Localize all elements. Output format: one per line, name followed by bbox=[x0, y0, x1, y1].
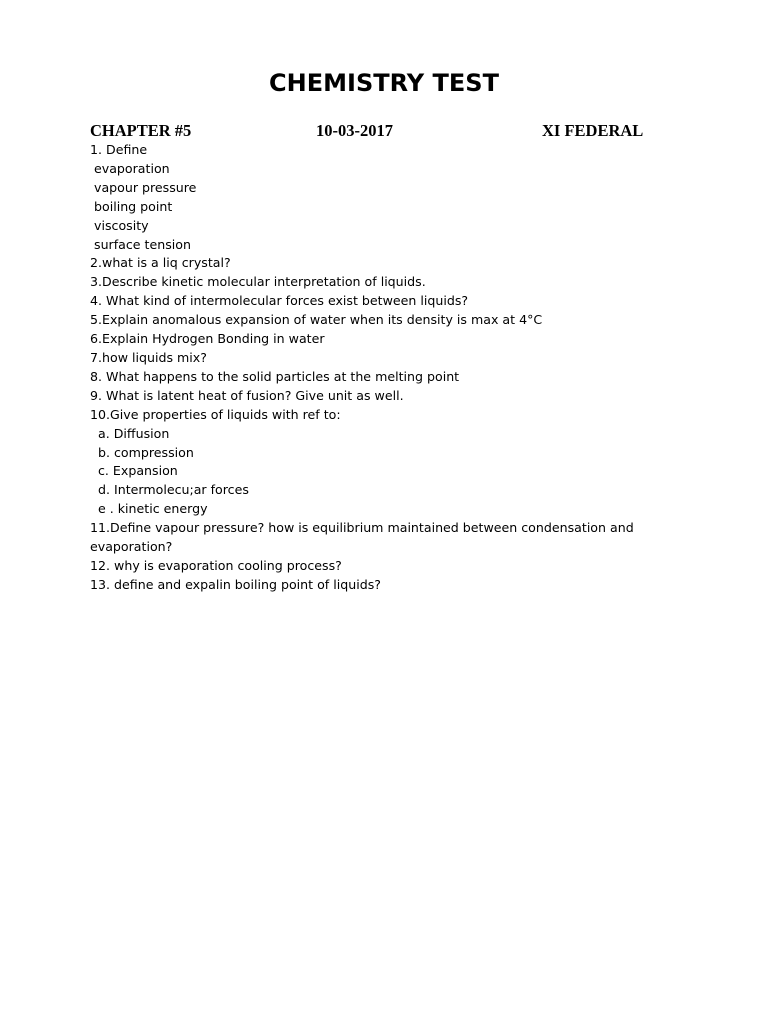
class-label: XI FEDERAL bbox=[542, 121, 644, 140]
question-list bbox=[90, 141, 650, 595]
sub-item-line: e . kinetic energy bbox=[90, 501, 208, 517]
sub-item-line: d. Intermolecu;ar forces bbox=[90, 482, 249, 498]
question-line: 10.Give properties of liquids with ref to: bbox=[90, 406, 341, 422]
sub-item-line: c. Expansion bbox=[90, 463, 178, 479]
question-line: 11.Define vapour pressure? how is equilibrium maintained between condensation and evaporation? bbox=[90, 520, 634, 555]
question-line: 12. why is evaporation cooling process? bbox=[90, 557, 342, 573]
term-line: viscosity bbox=[90, 217, 149, 233]
sub-item-line: a. Diffusion bbox=[90, 425, 170, 441]
question-line: 7.how liquids mix? bbox=[90, 349, 207, 365]
term-line: evaporation bbox=[90, 160, 170, 176]
question-line: 13. define and expalin boiling point of liquids? bbox=[90, 576, 381, 592]
question-line: 6.Explain Hydrogen Bonding in water bbox=[90, 331, 325, 347]
term-line: vapour pressure bbox=[90, 179, 197, 195]
term-line: boiling point bbox=[90, 198, 173, 214]
test-header bbox=[90, 120, 690, 142]
sub-item-line: b. compression bbox=[90, 444, 194, 460]
question-line: 5.Explain anomalous expansion of water when its density is max at 4°C bbox=[90, 312, 543, 328]
test-date: 10-03-2017 bbox=[316, 121, 393, 140]
term-line: surface tension bbox=[90, 236, 191, 252]
chapter-label: CHAPTER #5 bbox=[90, 121, 192, 140]
question-line: 3.Describe kinetic molecular interpretation of liquids. bbox=[90, 274, 426, 290]
question-line: 9. What is latent heat of fusion? Give unit as well. bbox=[90, 387, 404, 403]
page-title: CHEMISTRY TEST bbox=[269, 69, 499, 97]
question-line: 1. Define bbox=[90, 142, 148, 157]
question-line: 2.what is a liq crystal? bbox=[90, 255, 231, 271]
question-line: 8. What happens to the solid particles at the melting point bbox=[90, 368, 460, 384]
question-line: 4. What kind of intermolecular forces exist between liquids? bbox=[90, 293, 469, 309]
